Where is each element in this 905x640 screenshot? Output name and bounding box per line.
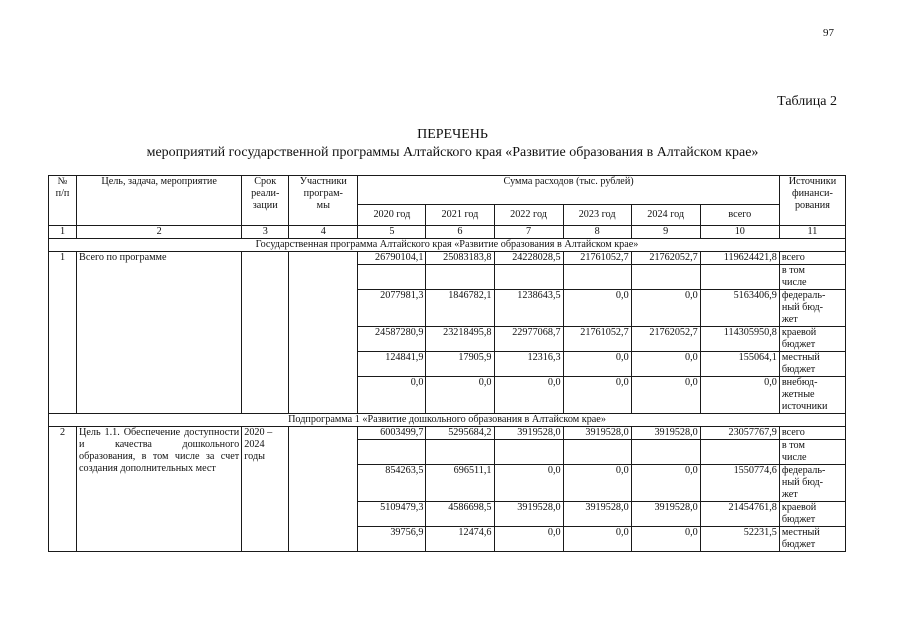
value-cell: 26790104,1 [358,252,426,265]
value-cell [631,265,700,290]
value-cell: 5109479,3 [358,502,426,527]
value-cell [358,265,426,290]
value-cell: 0,0 [631,290,700,327]
value-cell: 24587280,9 [358,327,426,352]
table-row [49,252,846,265]
funding-source: краевой бюджет [779,502,845,527]
table-row [49,427,846,440]
value-cell: 0,0 [631,527,700,552]
title-line-2: мероприятий государственной программы Алтайского края «Развитие образования в Алтайском крае» [146,145,759,160]
header-sources: Источники финанси- рования [779,176,845,226]
funding-source: всего [779,427,845,440]
value-cell: 0,0 [631,465,700,502]
column-number: 11 [779,226,845,239]
value-cell: 52231,5 [700,527,779,552]
header-sum: Сумма расходов (тыс. рублей) [358,176,780,205]
value-cell [494,265,563,290]
value-cell: 0,0 [700,377,779,414]
value-cell: 0,0 [494,527,563,552]
value-cell: 0,0 [563,527,631,552]
value-cell: 0,0 [358,377,426,414]
section-program-title: Государственная программа Алтайского края «Развитие образования в Алтайском крае» [49,239,846,252]
header-num: № п/п [49,176,77,226]
value-cell: 21761052,7 [563,327,631,352]
column-number: 8 [563,226,631,239]
value-cell: 6003499,7 [358,427,426,440]
column-number: 9 [631,226,700,239]
value-cell: 0,0 [563,290,631,327]
value-cell: 119624421,8 [700,252,779,265]
funding-source: внебюд- жетные источники [779,377,845,414]
value-cell: 24228028,5 [494,252,563,265]
value-cell: 1846782,1 [426,290,494,327]
value-cell: 12474,6 [426,527,494,552]
header-participants: Участники програм- мы [289,176,358,226]
header-term: Срок реали- зации [242,176,289,226]
column-number: 6 [426,226,494,239]
column-number: 1 [49,226,77,239]
value-cell [700,440,779,465]
value-cell: 155064,1 [700,352,779,377]
column-number: 5 [358,226,426,239]
value-cell: 21762052,7 [631,327,700,352]
value-cell: 696511,1 [426,465,494,502]
value-cell: 114305950,8 [700,327,779,352]
value-cell [426,440,494,465]
header-year-4: 2023 год [563,205,631,226]
header-year-3: 2022 год [494,205,563,226]
value-cell: 854263,5 [358,465,426,502]
value-cell: 21761052,7 [563,252,631,265]
column-number: 10 [700,226,779,239]
value-cell: 0,0 [631,352,700,377]
value-cell: 5163406,9 [700,290,779,327]
value-cell [358,440,426,465]
section-program-participants [289,252,358,414]
funding-source: федераль- ный бюд- жет [779,290,845,327]
header-year-2: 2021 год [426,205,494,226]
value-cell: 4586698,5 [426,502,494,527]
value-cell: 0,0 [563,377,631,414]
value-cell: 0,0 [494,465,563,502]
value-cell: 1238643,5 [494,290,563,327]
section-subprogram-1-goal: Цель 1.1. Обеспечение доступности и качества дошкольного образования, в том числе за счет создания дополнительных мест [77,427,242,552]
funding-source: краевой бюджет [779,327,845,352]
funding-source: местный бюджет [779,352,845,377]
value-cell: 23057767,9 [700,427,779,440]
column-number: 7 [494,226,563,239]
value-cell [700,265,779,290]
header-goal: Цель, задача, мероприятие [77,176,242,226]
header-year-1: 2020 год [358,205,426,226]
header-row [49,176,846,205]
value-cell: 0,0 [494,377,563,414]
value-cell [426,265,494,290]
funding-source: в том числе [779,440,845,465]
value-cell: 0,0 [631,377,700,414]
value-cell: 2077981,3 [358,290,426,327]
value-cell: 39756,9 [358,527,426,552]
value-cell: 12316,3 [494,352,563,377]
value-cell: 3919528,0 [631,502,700,527]
value-cell [631,440,700,465]
value-cell: 3919528,0 [563,502,631,527]
value-cell: 21762052,7 [631,252,700,265]
column-number: 4 [289,226,358,239]
value-cell: 23218495,8 [426,327,494,352]
column-number: 3 [242,226,289,239]
value-cell: 25083183,8 [426,252,494,265]
table-label: Таблица 2 [777,94,837,109]
header-year-5: 2024 год [631,205,700,226]
column-numbers-row [49,226,846,239]
funding-source: в том числе [779,265,845,290]
value-cell: 0,0 [563,465,631,502]
value-cell [563,265,631,290]
section-subprogram-1-participants [289,427,358,552]
value-cell: 3919528,0 [631,427,700,440]
value-cell: 3919528,0 [494,427,563,440]
value-cell: 21454761,8 [700,502,779,527]
funding-source: всего [779,252,845,265]
value-cell [563,440,631,465]
section-subprogram-1-title-row [49,414,846,427]
document-title [0,127,905,161]
section-program-term [242,252,289,414]
value-cell: 0,0 [563,352,631,377]
value-cell [494,440,563,465]
value-cell: 5295684,2 [426,427,494,440]
page-number: 97 [823,27,834,39]
value-cell: 3919528,0 [494,502,563,527]
program-table [48,175,846,552]
value-cell: 17905,9 [426,352,494,377]
column-number: 2 [77,226,242,239]
value-cell: 124841,9 [358,352,426,377]
value-cell: 0,0 [426,377,494,414]
section-subprogram-1-num: 2 [49,427,77,552]
title-line-1: ПЕРЕЧЕНЬ [417,127,488,142]
section-program-goal: Всего по программе [77,252,242,414]
section-program-num: 1 [49,252,77,414]
header-year-6: всего [700,205,779,226]
funding-source: федераль- ный бюд- жет [779,465,845,502]
funding-source: местный бюджет [779,527,845,552]
value-cell: 22977068,7 [494,327,563,352]
section-subprogram-1-term: 2020 – 2024 годы [242,427,289,552]
section-program-title-row [49,239,846,252]
value-cell: 1550774,6 [700,465,779,502]
section-subprogram-1-title: Подпрограмма 1 «Развитие дошкольного образования в Алтайском крае» [49,414,846,427]
value-cell: 3919528,0 [563,427,631,440]
